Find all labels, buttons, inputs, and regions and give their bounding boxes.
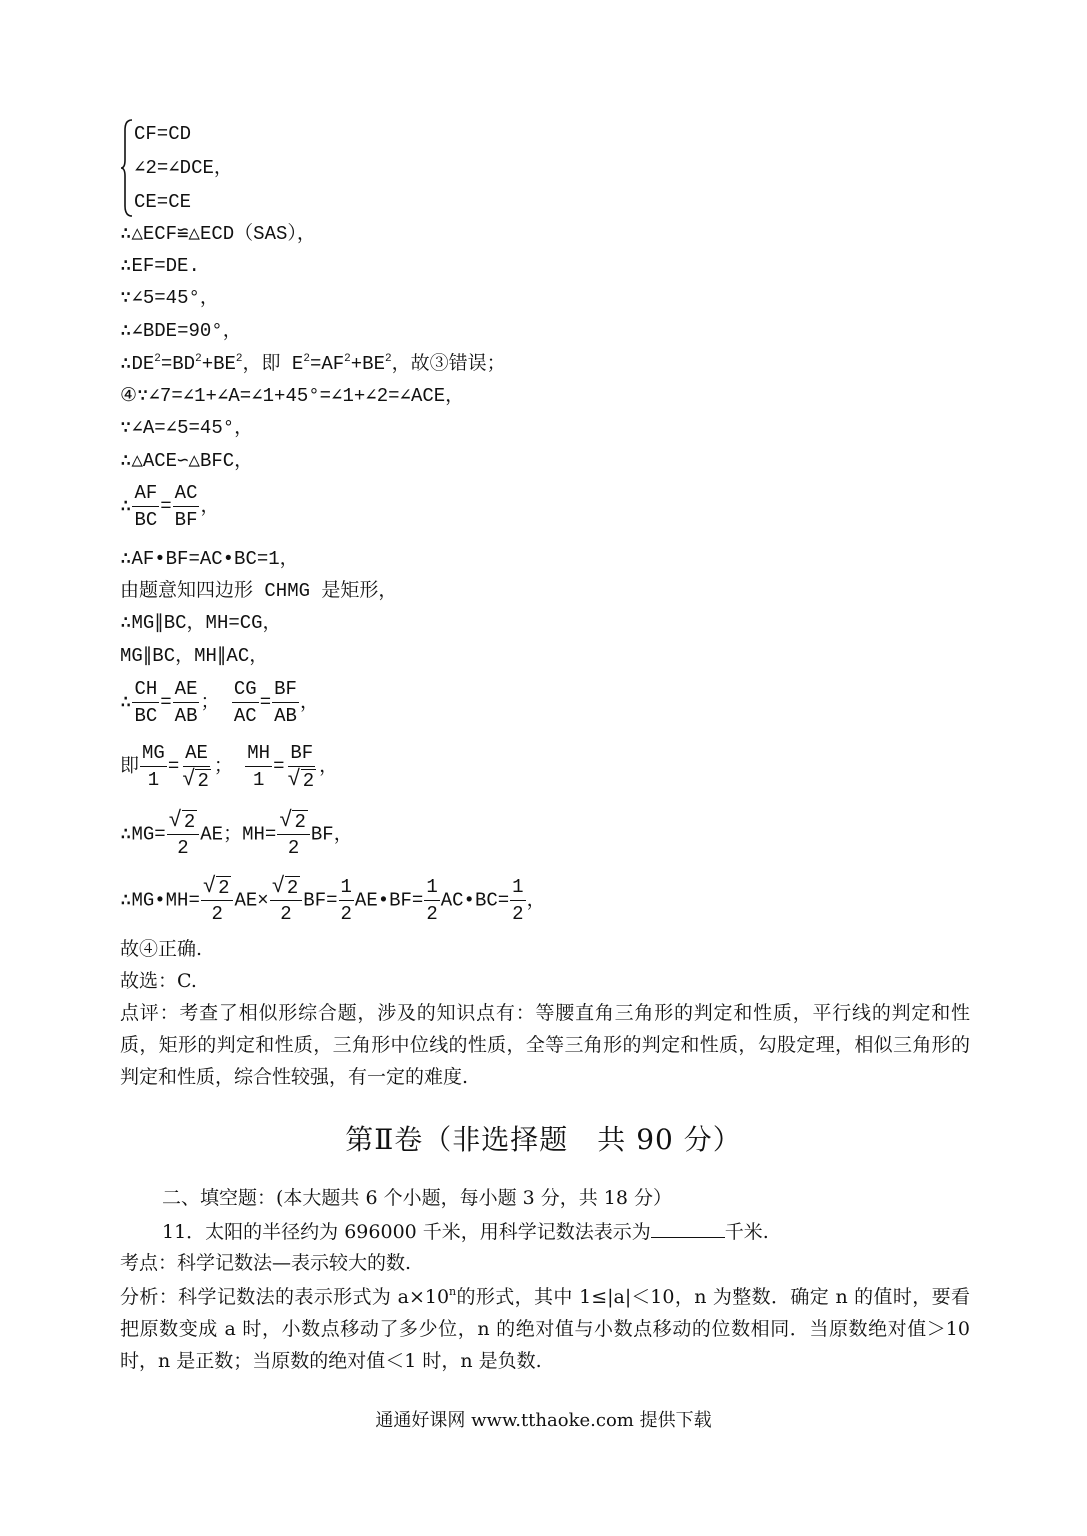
footer-credit: 通通好课网 www.tthaoke.com 提供下载 bbox=[375, 1410, 712, 1431]
question-11: 11．太阳的半径约为 696000 千米，用科学记数法表示为 千米. bbox=[162, 1217, 769, 1245]
step-angle7: ④∵∠7=∠1+∠A=∠1+45°=∠1+∠2=∠ACE， bbox=[120, 385, 465, 407]
step-ratio-af-bc: ∴ $\frac{AF}{BC}$ = $\frac{AC}{BF}$ ， bbox=[120, 482, 220, 531]
step-ef-de: ∴EF=DE. bbox=[120, 255, 200, 277]
step-angle-bde: ∴∠BDE=90°， bbox=[120, 320, 242, 342]
step-ratios-ch-cg: ∴ $\frac{CH}{BC}$ = $\frac{AE}{AB}$ ； $\frac{CG}{AC}$ = $\frac{BF}{AB}$ ， bbox=[120, 678, 319, 727]
analysis-paragraph: 分析：科学记数法的表示形式为 $a\times 10^n$的形式，其中 1≤|a|＜10，n 为整数．确定 n 的值时，要看把原数变成 a 时，小数点移动了多少位，n 的绝对值与小数点移动的位数相同．当原数绝对值＞10 时，n 是正数；当原数的绝对值＜1 时，n 是负数. bbox=[120, 1285, 971, 1372]
step-mg-times-mh: ∴MG•MH= √ 2 2 AE× √ 2 2 BF= $\frac{1}{2}$ AE•BF= $\frac{1}{2}$ AC•BC= $\frac{1}{2}$ ， bbox=[120, 874, 546, 925]
part2-heading: 二、填空题：(本大题共 6 个小题，每小题 3 分，共 18 分） bbox=[162, 1187, 673, 1209]
conclusion-correct: 故④正确. bbox=[120, 938, 203, 960]
system-line-1: CF=CD bbox=[134, 123, 192, 145]
left-brace bbox=[120, 118, 134, 218]
system-line-3: CE=CE bbox=[134, 191, 192, 213]
step-pythagoras: $\therefore DE^2=BD^2+BE^2$，即 $E^2=AF^2+BE^2$，故③错误； bbox=[120, 353, 506, 375]
answer-blank bbox=[651, 1217, 725, 1238]
step-angle5: ∵∠5=45°， bbox=[120, 287, 219, 309]
step-parallel-1: ∴MG∥BC，MH=CG， bbox=[120, 612, 282, 634]
step-angle-a: ∵∠A=∠5=45°， bbox=[120, 417, 254, 439]
step-product: ∴AF•BF=AC•BC=1， bbox=[120, 548, 299, 570]
step-congruent: ∴△ECF≌△ECD（SAS）， bbox=[120, 223, 316, 245]
section-title: 第Ⅱ卷（非选择题 共 90 分） bbox=[345, 1123, 742, 1156]
step-ratios-mg-mh: 即 $\frac{MG}{1}$ = AE √ 2 ； $\frac{MH}{1}$ = BF √ 2 ， bbox=[120, 742, 339, 792]
step-parallel-2: MG∥BC，MH∥AC， bbox=[120, 645, 269, 667]
kaodian-line: 考点：科学记数法—表示较大的数. bbox=[120, 1252, 412, 1274]
system-line-2: ∠2=∠DCE， bbox=[134, 157, 233, 179]
comment-paragraph: 点评：考查了相似形综合题，涉及的知识点有：等腰直角三角形的判定和性质，平行线的判定和性质，矩形的判定和性质，三角形中位线的性质，全等三角形的判定和性质，勾股定理，相似三角形的判定和性质，综合性较强，有一定的难度. bbox=[120, 1002, 970, 1088]
answer-choice: 故选：C. bbox=[120, 970, 197, 992]
step-rectangle: 由题意知四边形 CHMG 是矩形， bbox=[120, 580, 398, 602]
step-similar: ∴△ACE∽△BFC， bbox=[120, 450, 254, 472]
step-mg-mh-values: ∴MG= √ 2 2 AE；MH= √ 2 2 BF， bbox=[120, 808, 353, 859]
